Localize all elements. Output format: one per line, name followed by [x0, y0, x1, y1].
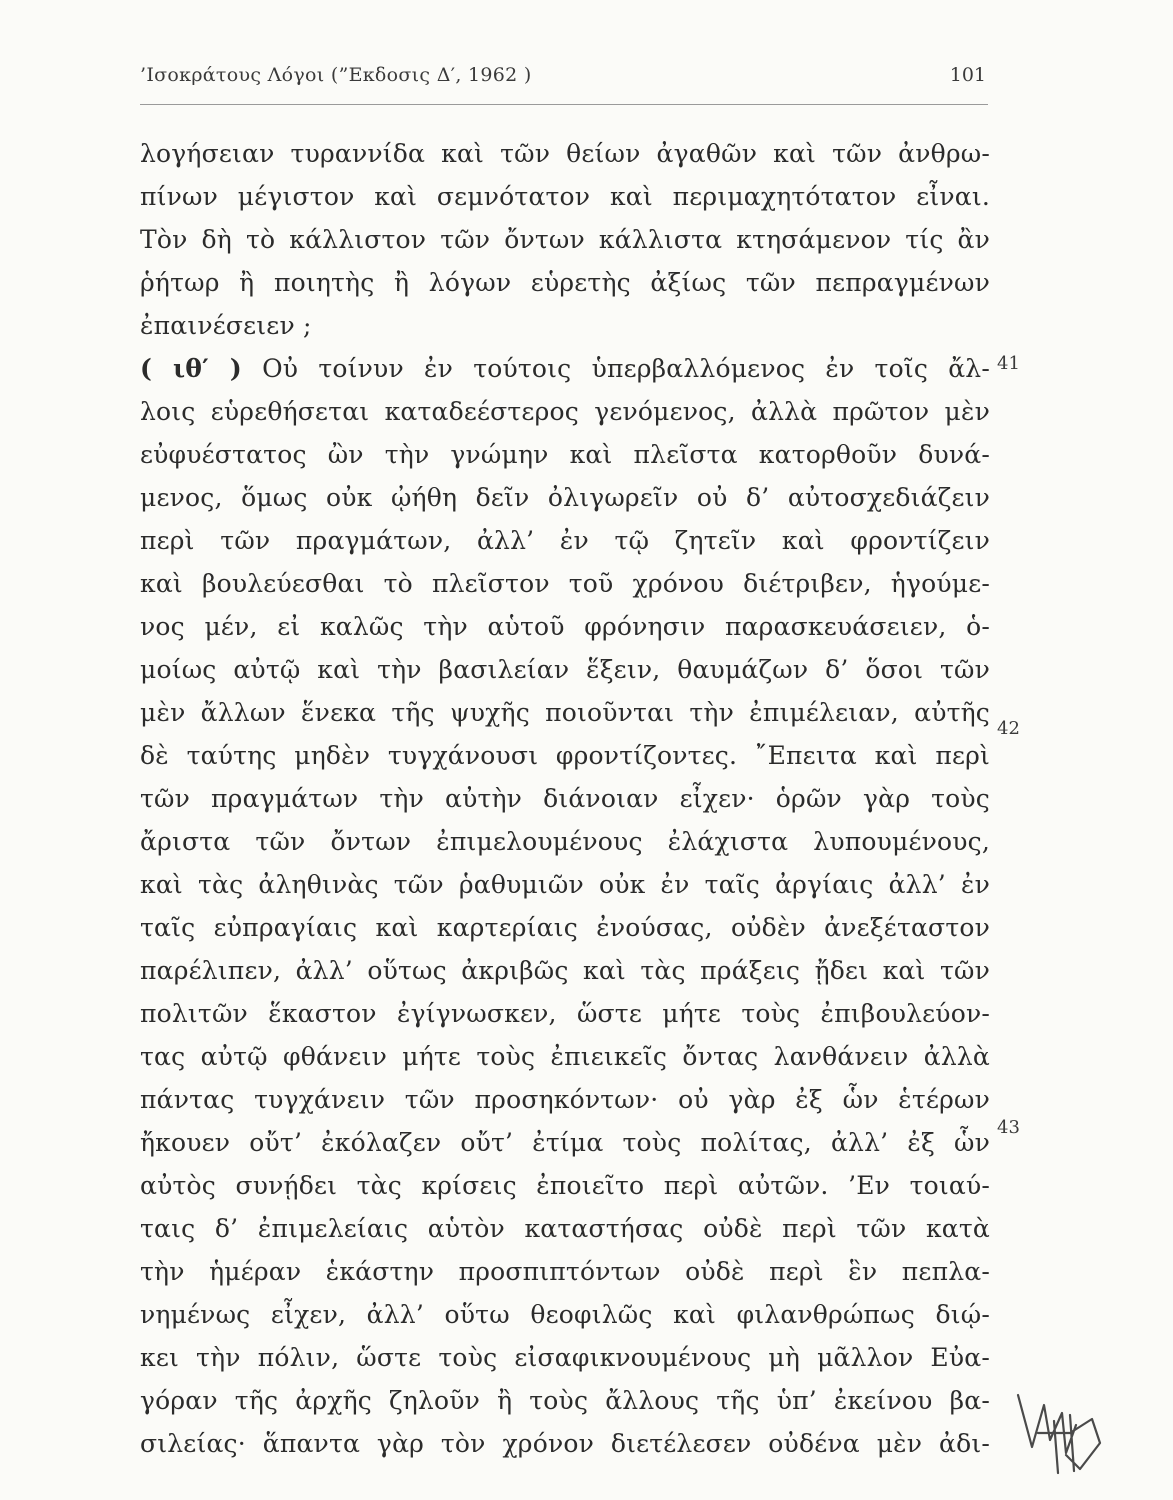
text-line: σιλείας· ἅπαντα γὰρ τὸν χρόνον διετέλεσεν οὐδένα μὲν ἀδι-: [140, 1429, 990, 1458]
text-line-section-start: [140, 347, 990, 390]
handwritten-signature: [1010, 1385, 1110, 1475]
text-line: περὶ τῶν πραγμάτων, ἀλλ’ ἐν τῷ ζητεῖν καὶ φροντίζειν: [140, 526, 990, 555]
margin-number-41: 41: [997, 353, 1020, 374]
text-line: εὐφυέστατος ὢν τὴν γνώμην καὶ πλεῖστα κατορθοῦν δυνά-: [140, 440, 990, 469]
text-line: πάντας τυγχάνειν τῶν προσηκόντων· οὐ γὰρ ἐξ ὧν ἑτέρων: [140, 1085, 990, 1114]
text-line: παρέλιπεν, ἀλλ’ οὕτως ἀκριβῶς καὶ τὰς πράξεις ᾔδει καὶ τῶν: [140, 956, 990, 985]
text-line: τῶν πραγμάτων τὴν αὐτὴν διάνοιαν εἶχεν· ὁρῶν γὰρ τοὺς: [140, 784, 990, 813]
text-line: Τὸν δὴ τὸ κάλλιστον τῶν ὄντων κάλλιστα κτησάμενον τίς ἂν: [140, 225, 990, 254]
text-line: λοις εὑρεθήσεται καταδεέστερος γενόμενος, ἀλλὰ πρῶτον μὲν: [140, 397, 990, 426]
margin-number-43: 43: [997, 1117, 1020, 1138]
text-line: αὐτὸς συνῄδει τὰς κρίσεις ἐποιεῖτο περὶ αὐτῶν. ’Εν τοιαύ-: [140, 1171, 990, 1200]
text-line: μὲν ἄλλων ἕνεκα τῆς ψυχῆς ποιοῦνται τὴν ἐπιμέλειαν, αὐτῆς: [140, 698, 990, 727]
text-line: λογήσειαν τυραννίδα καὶ τῶν θείων ἀγαθῶν καὶ τῶν ἀνθρω-: [140, 139, 990, 168]
page-number: 101: [949, 64, 986, 86]
text-line: ταῖς εὐπραγίαις καὶ καρτερίαις ἐνούσας, οὐδὲν ἀνεξέταστον: [140, 913, 990, 942]
text-line: γόραν τῆς ἀρχῆς ζηλοῦν ἢ τοὺς ἄλλους τῆς ὑπ’ ἐκείνου βα-: [140, 1386, 990, 1415]
body-text: [140, 132, 990, 1465]
text-line: ταις δ’ ἐπιμελείαις αὑτὸν καταστήσας οὐδὲ περὶ τῶν κατὰ: [140, 1214, 990, 1243]
text-line: καὶ βουλεύεσθαι τὸ πλεῖστον τοῦ χρόνου διέτριβεν, ἡγούμε-: [140, 569, 990, 598]
text-line: καὶ τὰς ἀληθινὰς τῶν ῥαθυμιῶν οὐκ ἐν ταῖς ἀργίαις ἀλλ’ ἐν: [140, 870, 990, 899]
section-marker: ( ιθ′ ): [140, 354, 242, 383]
text-line: μοίως αὐτῷ καὶ τὴν βασιλείαν ἕξειν, θαυμάζων δ’ ὅσοι τῶν: [140, 655, 990, 684]
margin-number-42: 42: [997, 718, 1020, 739]
text-line: ἤκουεν οὔτ’ ἐκόλαζεν οὔτ’ ἐτίμα τοὺς πολίτας, ἀλλ’ ἐξ ὧν: [140, 1128, 990, 1157]
text-line-rest: Οὐ τοίνυν ἐν τούτοις ὑπερβαλλόμενος ἐν τοῖς ἄλ-: [262, 354, 990, 383]
page-header: [140, 58, 988, 105]
text-line: πίνων μέγιστον καὶ σεμνότατον καὶ περιμαχητότατον εἶναι.: [140, 182, 990, 211]
text-line: τὴν ἡμέραν ἑκάστην προσπιπτόντων οὐδὲ περὶ ἓν πεπλα-: [140, 1257, 990, 1286]
text-line: νημένως εἶχεν, ἀλλ’ οὕτω θεοφιλῶς καὶ φιλανθρώπως διῴ-: [140, 1300, 990, 1329]
text-line: μενος, ὅμως οὐκ ᾠήθη δεῖν ὀλιγωρεῖν οὐ δ’ αὐτοσχεδιάζειν: [140, 483, 990, 512]
text-line: ἐπαινέσειεν ;: [140, 311, 312, 340]
text-line: δὲ ταύτης μηδὲν τυγχάνουσι φροντίζοντες. ῎Επειτα καὶ περὶ: [140, 741, 990, 770]
text-line: κει τὴν πόλιν, ὥστε τοὺς εἰσαφικνουμένους μὴ μᾶλλον Εὐα-: [140, 1343, 990, 1372]
text-line: ῥήτωρ ἢ ποιητὴς ἢ λόγων εὑρετὴς ἀξίως τῶν πεπραγμένων: [140, 268, 990, 297]
text-line: νος μέν, εἰ καλῶς τὴν αὑτοῦ φρόνησιν παρασκευάσειεν, ὁ-: [140, 612, 990, 641]
text-line: πολιτῶν ἕκαστον ἐγίγνωσκεν, ὥστε μήτε τοὺς ἐπιβουλεύον-: [140, 999, 990, 1028]
running-title: ’Ισοκράτους Λόγοι (”Εκδοσις Δ′, 1962 ): [140, 64, 532, 86]
text-line: ἄριστα τῶν ὄντων ἐπιμελουμένους ἐλάχιστα λυπουμένους,: [140, 827, 990, 856]
text-line: τας αὐτῷ φθάνειν μήτε τοὺς ἐπιεικεῖς ὄντας λανθάνειν ἀλλὰ: [140, 1042, 990, 1071]
